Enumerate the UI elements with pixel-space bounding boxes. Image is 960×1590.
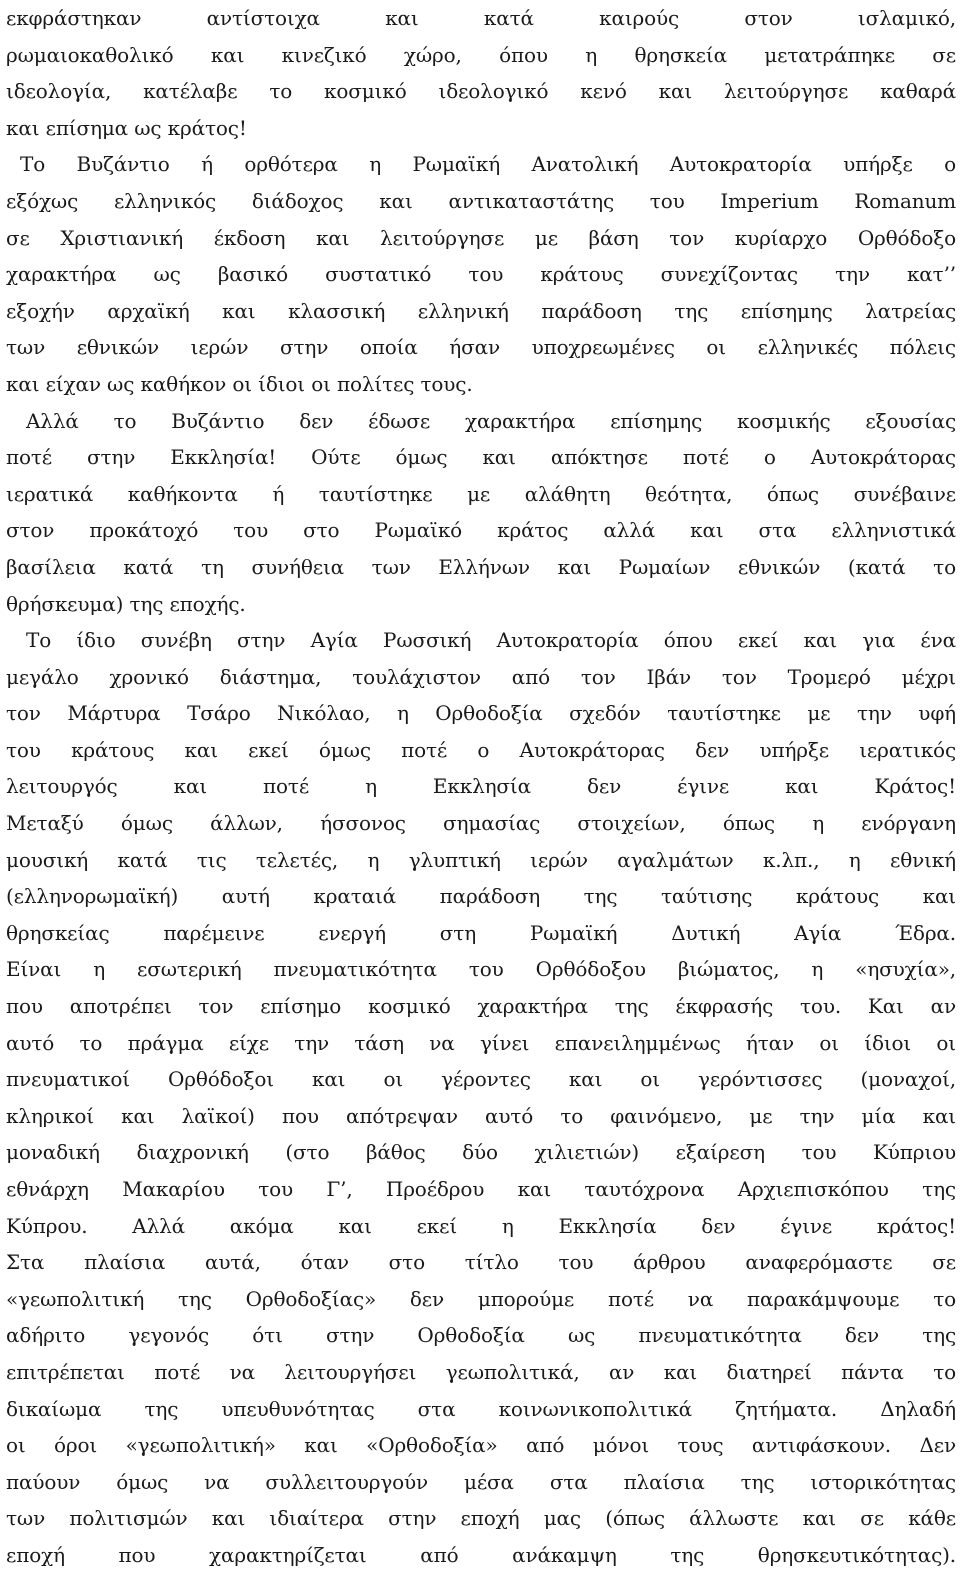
text-line: Μεταξύ όμως άλλων, ήσσονος σημασίας στοιχείων, όπως η ενόργανη: [6, 811, 956, 836]
text-line: των εθνικών ιερών στην οποία ήσαν υποχρεωμένες οι ελληνικές πόλεις: [6, 335, 956, 360]
text-line: που αποτρέπει τον επίσημο κοσμικό χαρακτήρα της έκφρασής του. Και αν: [6, 994, 956, 1019]
text-line: εκφράστηκαν αντίστοιχα και κατά καιρούς στον ισλαμικό,: [6, 6, 956, 30]
text-line: του κράτους και εκεί όμως ποτέ ο Αυτοκράτορας δεν υπήρξε ιερατικός: [6, 737, 956, 762]
document-body: [6, 0, 956, 1574]
text-line: εθνάρχη Μακαρίου του Γ’, Προέδρου και ταυτόχρονα Αρχιεπισκόπου της: [6, 1177, 956, 1201]
text-line: δικαίωμα της υπευθυνότητας στα κοινωνικοπολιτικά ζητήματα. Δηλαδή: [6, 1396, 956, 1421]
text-line: σε Χριστιανική έκδοση και λειτούργησε με βάση τον κυρίαρχο Ορθόδοξο: [6, 225, 956, 250]
text-line: επιτρέπεται ποτέ να λειτουργήσει γεωπολιτικά, αν και διατηρεί πάντα το: [6, 1359, 956, 1384]
text-line: ιερατικά καθήκοντα ή ταυτίστηκε με αλάθητη θεότητα, όπως συνέβαινε: [6, 481, 956, 506]
text-line: οι όροι «γεωπολιτική» και «Ορθοδοξία» από μόνοι τους αντιφάσκουν. Δεν: [6, 1433, 956, 1458]
text-line: βασίλεια κατά τη συνήθεια των Ελλήνων και Ρωμαίων εθνικών (κατά το: [6, 554, 956, 579]
text-line: εξοχήν αρχαϊκή και κλασσική ελληνική παράδοση της επίσημης λατρείας: [6, 298, 956, 323]
text-line: στον προκάτοχό του στο Ρωμαϊκό κράτος αλλά και στα ελληνιστικά: [6, 518, 956, 543]
text-line: αυτό το πράγμα είχε την τάση να γίνει επανειλημμένως ήταν οι ίδιοι οι: [6, 1030, 956, 1055]
text-line: και επίσημα ως κράτος!: [6, 115, 247, 140]
text-line: παύουν όμως να συλλειτουργούν μέσα στα πλαίσια της ιστορικότητας: [6, 1469, 956, 1494]
text-line: θρήσκευμα) της εποχής.: [6, 591, 246, 616]
text-line: των πολιτισμών και ιδιαίτερα στην εποχή μας (όπως άλλωστε και σε κάθε: [6, 1506, 956, 1531]
text-line: «γεωπολιτική της Ορθοδοξίας» δεν μπορούμε ποτέ να παρακάμψουμε το: [6, 1286, 956, 1311]
text-line: Κύπρου. Αλλά ακόμα και εκεί η Εκκλησία δεν έγινε κράτος!: [6, 1213, 956, 1238]
text-line: μουσική κατά τις τελετές, η γλυπτική ιερών αγαλμάτων κ.λπ., η εθνική: [6, 847, 956, 872]
text-line: Στα πλαίσια αυτά, όταν στο τίτλο του άρθρου αναφερόμαστε σε: [6, 1250, 956, 1275]
text-line: μεγάλο χρονικό διάστημα, τουλάχιστον από τον Ιβάν τον Τρομερό μέχρι: [6, 664, 956, 689]
text-line: ιδεολογία, κατέλαβε το κοσμικό ιδεολογικό κενό και λειτούργησε καθαρά: [6, 79, 956, 104]
text-line: θρησκείας παρέμεινε ενεργή στη Ρωμαϊκή Δυτική Αγία Έδρα.: [6, 920, 956, 945]
text-line: εποχή που χαρακτηρίζεται από ανάκαμψη της θρησκευτικότητας).: [6, 1542, 956, 1567]
text-line: χαρακτήρα ως βασικό συστατικό του κράτους συνεχίζοντας την κατ’’: [6, 262, 956, 287]
text-line: (ελληνορωμαϊκή) αυτή κραταιά παράδοση της ταύτισης κράτους και: [6, 884, 956, 909]
text-line: πνευματικοί Ορθόδοξοι και οι γέροντες και οι γερόντισσες (μοναχοί,: [6, 1067, 956, 1092]
text-line: ποτέ στην Εκκλησία! Ούτε όμως και απόκτησε ποτέ ο Αυτοκράτορας: [6, 445, 956, 470]
text-line: Το ίδιο συνέβη στην Αγία Ρωσσική Αυτοκρατορία όπου εκεί και για ένα: [26, 628, 956, 653]
text-line: και είχαν ως καθήκον οι ίδιοι οι πολίτες τους.: [6, 371, 473, 396]
text-line: Το Βυζάντιο ή ορθότερα η Ρωμαϊκή Ανατολική Αυτοκρατορία υπήρξε ο: [20, 152, 956, 177]
text-line: μοναδική διαχρονική (στο βάθος δύο χιλιετιών) εξαίρεση του Κύπριου: [6, 1140, 956, 1165]
text-line: αδήριτο γεγονός ότι στην Ορθοδοξία ως πνευματικότητα δεν της: [6, 1323, 956, 1348]
text-line: Είναι η εσωτερική πνευματικότητα του Ορθόδοξου βιώματος, η «ησυχία»,: [6, 957, 956, 982]
text-line: ρωμαιοκαθολικό και κινεζικό χώρο, όπου η θρησκεία μετατράπηκε σε: [6, 42, 956, 67]
text-line: τον Μάρτυρα Τσάρο Νικόλαο, η Ορθοδοξία σχεδόν ταυτίστηκε με την υφή: [6, 701, 956, 726]
text-line: κληρικοί και λαϊκοί) που απότρεψαν αυτό το φαινόμενο, με την μία και: [6, 1103, 956, 1128]
text-line: Αλλά το Βυζάντιο δεν έδωσε χαρακτήρα επίσημης κοσμικής εξουσίας: [26, 408, 956, 433]
text-line: εξόχως ελληνικός διάδοχος και αντικαταστάτης του Imperium Romanum: [6, 188, 956, 213]
text-line: λειτουργός και ποτέ η Εκκλησία δεν έγινε και Κράτος!: [6, 774, 956, 799]
